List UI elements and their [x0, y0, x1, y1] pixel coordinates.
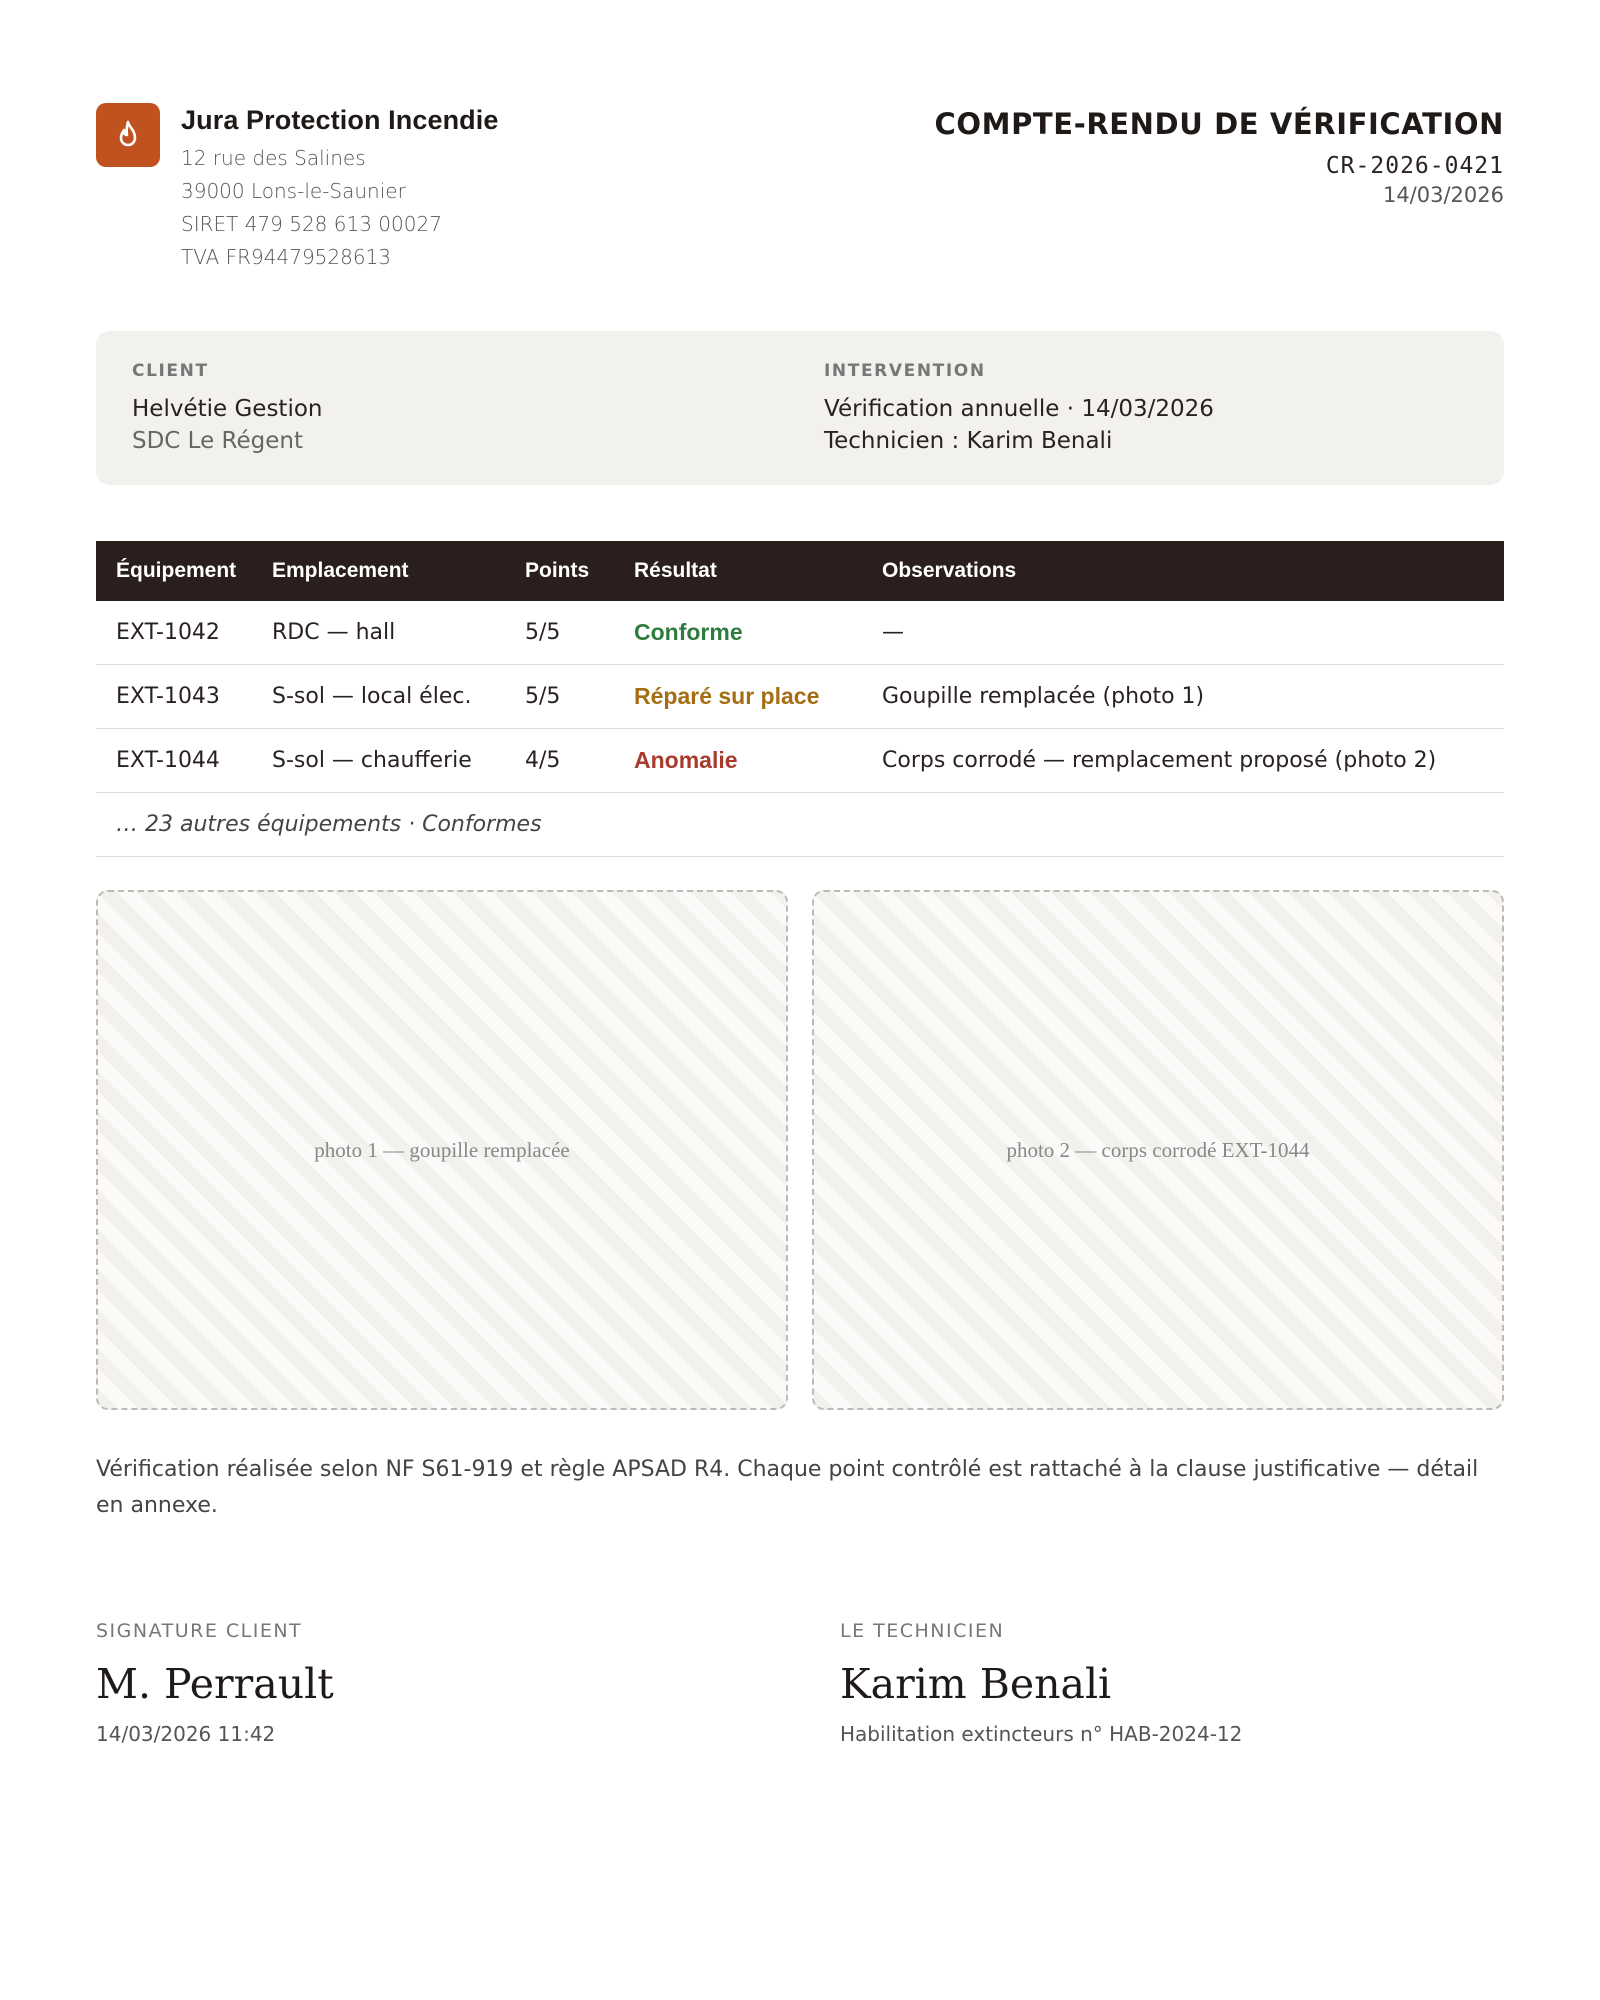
header-location: Emplacement [272, 559, 409, 582]
client-info [132, 361, 322, 453]
table-row [96, 665, 1504, 729]
company-name: Jura Protection Incendie [181, 105, 499, 135]
company-tva: TVA FR94479528613 [181, 245, 392, 269]
company-address-line2: 39000 Lons-le-Saunier [181, 179, 406, 203]
technician-signature-label: LE TECHNICIEN [840, 1620, 1005, 1642]
cell-points: 5/5 [525, 684, 561, 709]
header-equipment: Équipement [116, 559, 237, 582]
table-row [96, 601, 1504, 665]
client-label: CLIENT [132, 361, 209, 381]
client-signature-label: SIGNATURE CLIENT [96, 1620, 303, 1642]
intervention-label: INTERVENTION [824, 361, 986, 381]
cell-points: 5/5 [525, 620, 561, 645]
intervention-info [824, 361, 1214, 453]
document-number: CR-2026-0421 [1325, 153, 1504, 179]
client-site: SDC Le Régent [132, 428, 303, 454]
client-signature [96, 1620, 334, 1746]
cell-observations: — [882, 620, 904, 645]
cell-observations: Corps corrodé — remplacement proposé (photo 2) [882, 748, 1437, 773]
company-brand [96, 103, 498, 274]
header-points: Points [525, 559, 590, 582]
technician-signature [840, 1620, 1242, 1746]
client-signature-name: M. Perrault [96, 1660, 334, 1708]
cell-points: 4/5 [525, 748, 561, 773]
company-address-line1: 12 rue des Salines [181, 146, 366, 170]
report-header [96, 103, 1504, 283]
technician-signature-name: Karim Benali [840, 1660, 1112, 1708]
technician-habilitation: Habilitation extincteurs n° HAB-2024-12 [840, 1722, 1243, 1746]
table-row [96, 729, 1504, 793]
cell-result: Réparé sur place [634, 683, 820, 709]
cell-location: S-sol — local élec. [272, 684, 472, 709]
document-date: 14/03/2026 [1382, 183, 1504, 207]
document-title: COMPTE-RENDU DE VÉRIFICATION [934, 107, 1504, 141]
photo-caption-1: photo 1 — goupille remplacée [314, 1137, 570, 1162]
header-result: Résultat [634, 559, 717, 582]
table-header [96, 541, 1504, 601]
table-row-more: … 23 autres équipements · Conformes [96, 793, 1504, 857]
notes-text: Vérification réalisée selon NF S61-919 et règle APSAD R4. Chaque point contrôlé est rattaché à la clause justificative — détail en annexe. [96, 1457, 1479, 1518]
intervention-technician: Technicien : Karim Benali [824, 428, 1113, 454]
client-name: Helvétie Gestion [132, 396, 323, 422]
photo-section [96, 890, 1504, 1410]
company-siret: SIRET 479 528 613 00027 [181, 212, 442, 236]
equipment-table [96, 541, 1504, 857]
cell-location: S-sol — chaufferie [272, 748, 472, 773]
cell-result: Conforme [634, 619, 743, 645]
flame-icon [114, 120, 142, 150]
header-observations: Observations [882, 559, 1017, 582]
photo-placeholder-1 [96, 890, 788, 1410]
cell-observations: Goupille remplacée (photo 1) [882, 684, 1205, 709]
intervention-type: Vérification annuelle · 14/03/2026 [824, 396, 1214, 422]
info-box [96, 331, 1504, 485]
cell-result: Anomalie [634, 747, 738, 773]
company-logo [96, 103, 160, 167]
cell-equipment: EXT-1042 [116, 620, 220, 645]
photo-caption-2: photo 2 — corps corrodé EXT-1044 [1006, 1137, 1310, 1162]
cell-equipment: EXT-1043 [116, 684, 220, 709]
client-signature-timestamp: 14/03/2026 11:42 [96, 1722, 276, 1746]
document-meta [934, 107, 1504, 207]
cell-location: RDC — hall [272, 620, 396, 645]
cell-equipment: EXT-1044 [116, 748, 220, 773]
photo-placeholder-2 [812, 890, 1504, 1410]
